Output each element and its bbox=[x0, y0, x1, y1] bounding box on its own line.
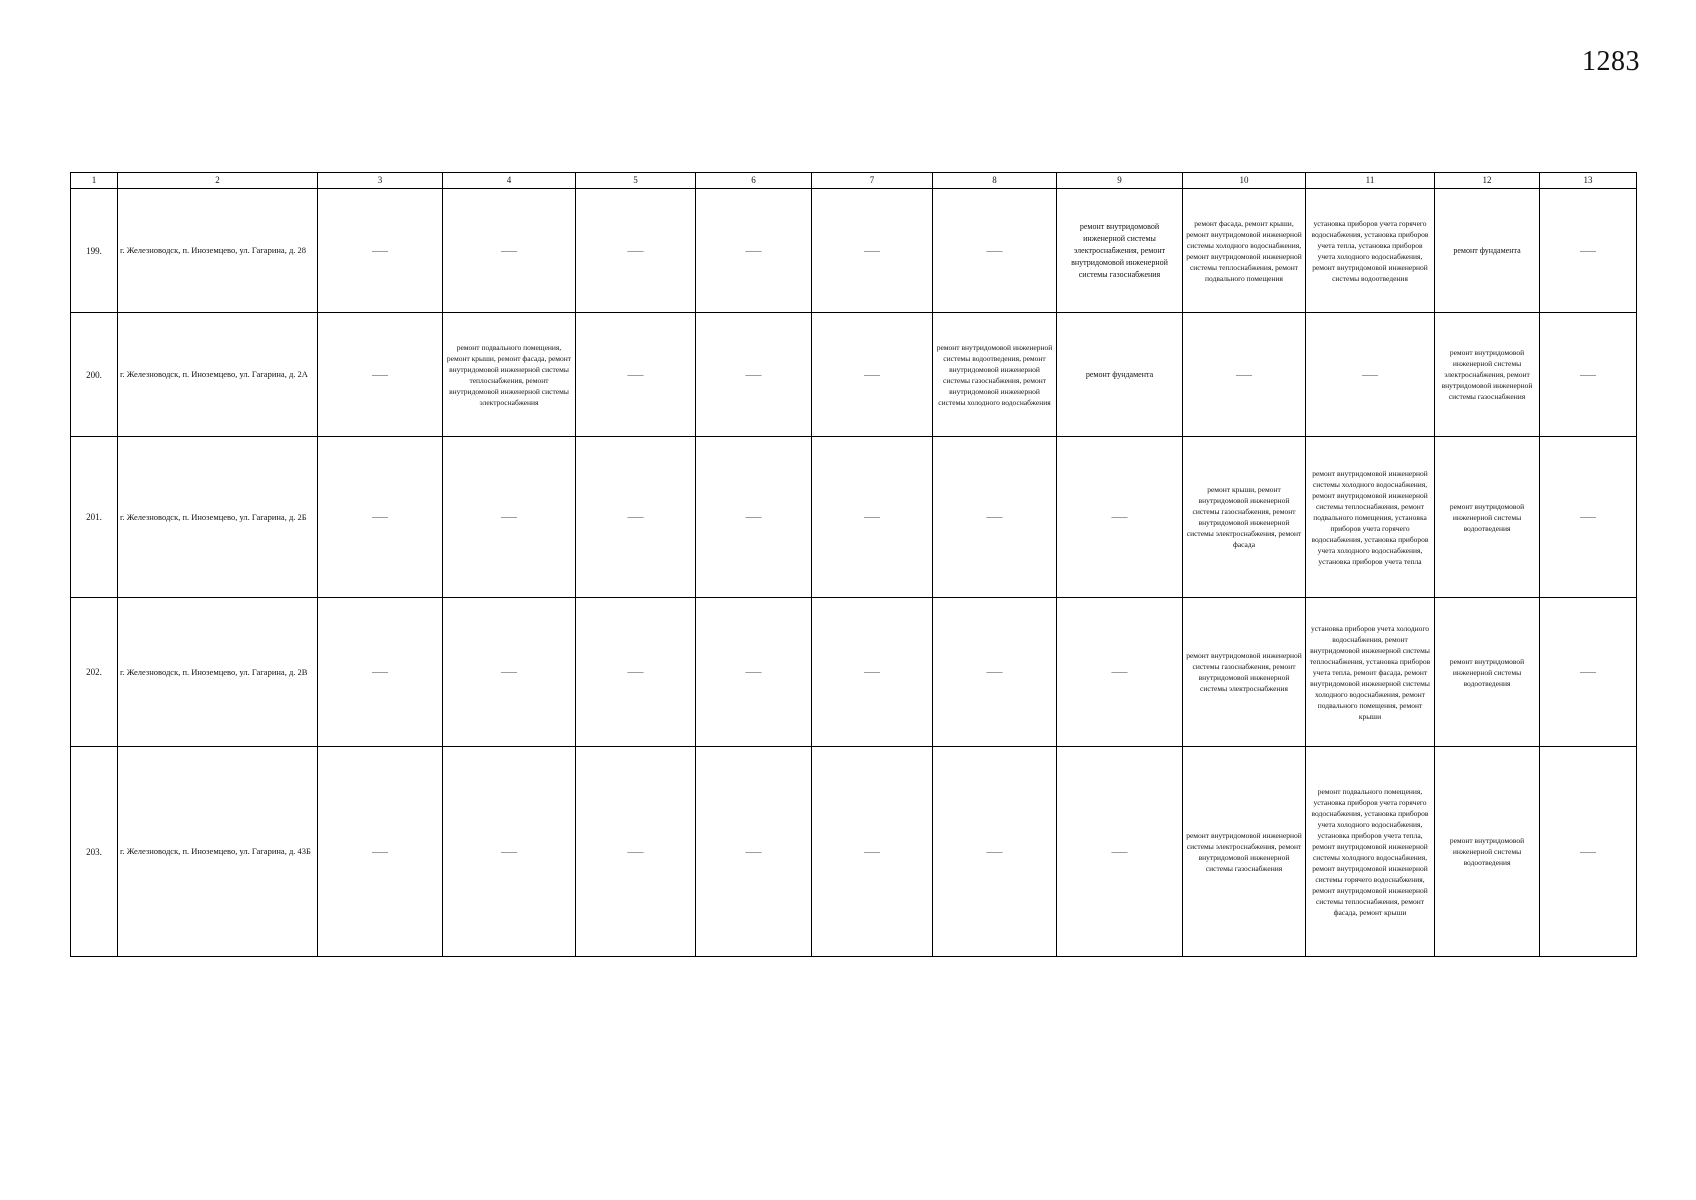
column-number: 1 bbox=[71, 173, 118, 189]
table-cell: ремонт фасада, ремонт крыши, ремонт внутридомовой инженерной системы холодного водоснабжения, ремонт внутридомовой инженерной системы теплоснабжения, ремонт подвального помещения bbox=[1183, 189, 1306, 313]
table-cell: —— bbox=[1057, 437, 1183, 598]
table-cell: —— bbox=[812, 747, 933, 957]
table-cell: —— bbox=[1540, 437, 1637, 598]
row-number: 200. bbox=[71, 313, 118, 437]
table-cell: —— bbox=[696, 313, 812, 437]
table-cell: —— bbox=[696, 437, 812, 598]
table-cell: —— bbox=[1183, 313, 1306, 437]
table-row bbox=[71, 189, 1637, 313]
table-cell: —— bbox=[696, 747, 812, 957]
table-cell: —— bbox=[1540, 189, 1637, 313]
table-cell: ремонт фундамента bbox=[1435, 189, 1540, 313]
table-cell: —— bbox=[576, 747, 696, 957]
table-cell: —— bbox=[696, 189, 812, 313]
row-number: 199. bbox=[71, 189, 118, 313]
table-cell: —— bbox=[443, 437, 576, 598]
table-cell: —— bbox=[443, 189, 576, 313]
table-cell: —— bbox=[933, 189, 1057, 313]
table-cell: —— bbox=[1540, 598, 1637, 747]
table-cell: —— bbox=[443, 598, 576, 747]
table-cell: —— bbox=[576, 313, 696, 437]
table-cell: ремонт внутридомовой инженерной системы газоснабжения, ремонт внутридомовой инженерной системы электроснабжения bbox=[1183, 598, 1306, 747]
column-number: 5 bbox=[576, 173, 696, 189]
table-cell: ремонт внутридомовой инженерной системы электроснабжения, ремонт внутридомовой инженерной системы газоснабжения bbox=[1057, 189, 1183, 313]
address-cell: г. Железноводск, п. Иноземцево, ул. Гагарина, д. 2В bbox=[118, 598, 318, 747]
table-cell: —— bbox=[1306, 313, 1435, 437]
table-cell: ремонт внутридомовой инженерной системы холодного водоснабжения, ремонт внутридомовой инженерной системы теплоснабжения, ремонт подвального помещения, установка приборов учета горячего водоснабжения, установка приборов учета холодного водоснабжения, установка приборов учета тепла bbox=[1306, 437, 1435, 598]
column-number: 9 bbox=[1057, 173, 1183, 189]
table-row bbox=[71, 313, 1637, 437]
column-number: 12 bbox=[1435, 173, 1540, 189]
table-cell: —— bbox=[812, 598, 933, 747]
table-cell: ремонт внутридомовой инженерной системы водоотведения bbox=[1435, 437, 1540, 598]
table-cell: —— bbox=[318, 747, 443, 957]
table-cell: ремонт крыши, ремонт внутридомовой инженерной системы газоснабжения, ремонт внутридомовой инженерной системы электроснабжения, ремонт фасада bbox=[1183, 437, 1306, 598]
row-number: 202. bbox=[71, 598, 118, 747]
table-cell: —— bbox=[576, 189, 696, 313]
table-cell: —— bbox=[576, 437, 696, 598]
table-cell: —— bbox=[1540, 747, 1637, 957]
column-number: 11 bbox=[1306, 173, 1435, 189]
address-cell: г. Железноводск, п. Иноземцево, ул. Гагарина, д. 2Б bbox=[118, 437, 318, 598]
table-cell: —— bbox=[696, 598, 812, 747]
table-row bbox=[71, 437, 1637, 598]
table-row bbox=[71, 598, 1637, 747]
column-number-row bbox=[71, 173, 1637, 189]
column-number: 4 bbox=[443, 173, 576, 189]
row-number: 201. bbox=[71, 437, 118, 598]
table-row bbox=[71, 747, 1637, 957]
table-cell: —— bbox=[812, 437, 933, 598]
column-number: 13 bbox=[1540, 173, 1637, 189]
table-cell: —— bbox=[933, 437, 1057, 598]
table-cell: ремонт внутридомовой инженерной системы водоотведения bbox=[1435, 598, 1540, 747]
table-cell: установка приборов учета горячего водоснабжения, установка приборов учета тепла, установка приборов учета холодного водоснабжения, ремонт внутридомовой инженерной системы водоотведения bbox=[1306, 189, 1435, 313]
column-number: 8 bbox=[933, 173, 1057, 189]
column-number: 10 bbox=[1183, 173, 1306, 189]
row-number: 203. bbox=[71, 747, 118, 957]
table-cell: ремонт внутридомовой инженерной системы водоотведения bbox=[1435, 747, 1540, 957]
table-cell: ремонт внутридомовой инженерной системы электроснабжения, ремонт внутридомовой инженерной системы газоснабжения bbox=[1435, 313, 1540, 437]
table-cell: —— bbox=[812, 313, 933, 437]
table-cell: —— bbox=[318, 437, 443, 598]
address-cell: г. Железноводск, п. Иноземцево, ул. Гагарина, д. 28 bbox=[118, 189, 318, 313]
table-cell: —— bbox=[318, 313, 443, 437]
table-cell: —— bbox=[318, 598, 443, 747]
table-cell: —— bbox=[576, 598, 696, 747]
table-cell: установка приборов учета холодного водоснабжения, ремонт внутридомовой инженерной системы теплоснабжения, установка приборов учета тепла, ремонт фасада, ремонт внутридомовой инженерной системы холодного водоснабжения, ремонт подвального помещения, ремонт крыши bbox=[1306, 598, 1435, 747]
table-cell: ремонт подвального помещения, ремонт крыши, ремонт фасада, ремонт внутридомовой инженерной системы теплоснабжения, ремонт внутридомовой инженерной системы электроснабжения bbox=[443, 313, 576, 437]
column-number: 3 bbox=[318, 173, 443, 189]
repair-schedule-table bbox=[70, 172, 1637, 957]
table-cell: ремонт фундамента bbox=[1057, 313, 1183, 437]
table-cell: —— bbox=[443, 747, 576, 957]
table-cell: ремонт внутридомовой инженерной системы электроснабжения, ремонт внутридомовой инженерной системы газоснабжения bbox=[1183, 747, 1306, 957]
address-cell: г. Железноводск, п. Иноземцево, ул. Гагарина, д. 43Б bbox=[118, 747, 318, 957]
page-number: 1283 bbox=[1582, 46, 1640, 77]
column-number: 6 bbox=[696, 173, 812, 189]
address-cell: г. Железноводск, п. Иноземцево, ул. Гагарина, д. 2А bbox=[118, 313, 318, 437]
table-cell: —— bbox=[318, 189, 443, 313]
table-cell: ремонт внутридомовой инженерной системы водоотведения, ремонт внутридомовой инженерной системы газоснабжения, ремонт внутридомовой инженерной системы холодного водоснабжения bbox=[933, 313, 1057, 437]
table-cell: —— bbox=[1057, 598, 1183, 747]
table-cell: —— bbox=[933, 598, 1057, 747]
table-cell: —— bbox=[1540, 313, 1637, 437]
table-cell: —— bbox=[1057, 747, 1183, 957]
column-number: 7 bbox=[812, 173, 933, 189]
column-number: 2 bbox=[118, 173, 318, 189]
table-cell: —— bbox=[812, 189, 933, 313]
table-cell: ремонт подвального помещения, установка приборов учета горячего водоснабжения, установка приборов учета холодного водоснабжения, установка приборов учета тепла, ремонт внутридомовой инженерной системы холодного водоснабжения, ремонт внутридомовой инженерной системы горячего водоснабжения, ремонт внутридомовой инженерной системы теплоснабжения, ремонт фасада, ремонт крыши bbox=[1306, 747, 1435, 957]
table-cell: —— bbox=[933, 747, 1057, 957]
